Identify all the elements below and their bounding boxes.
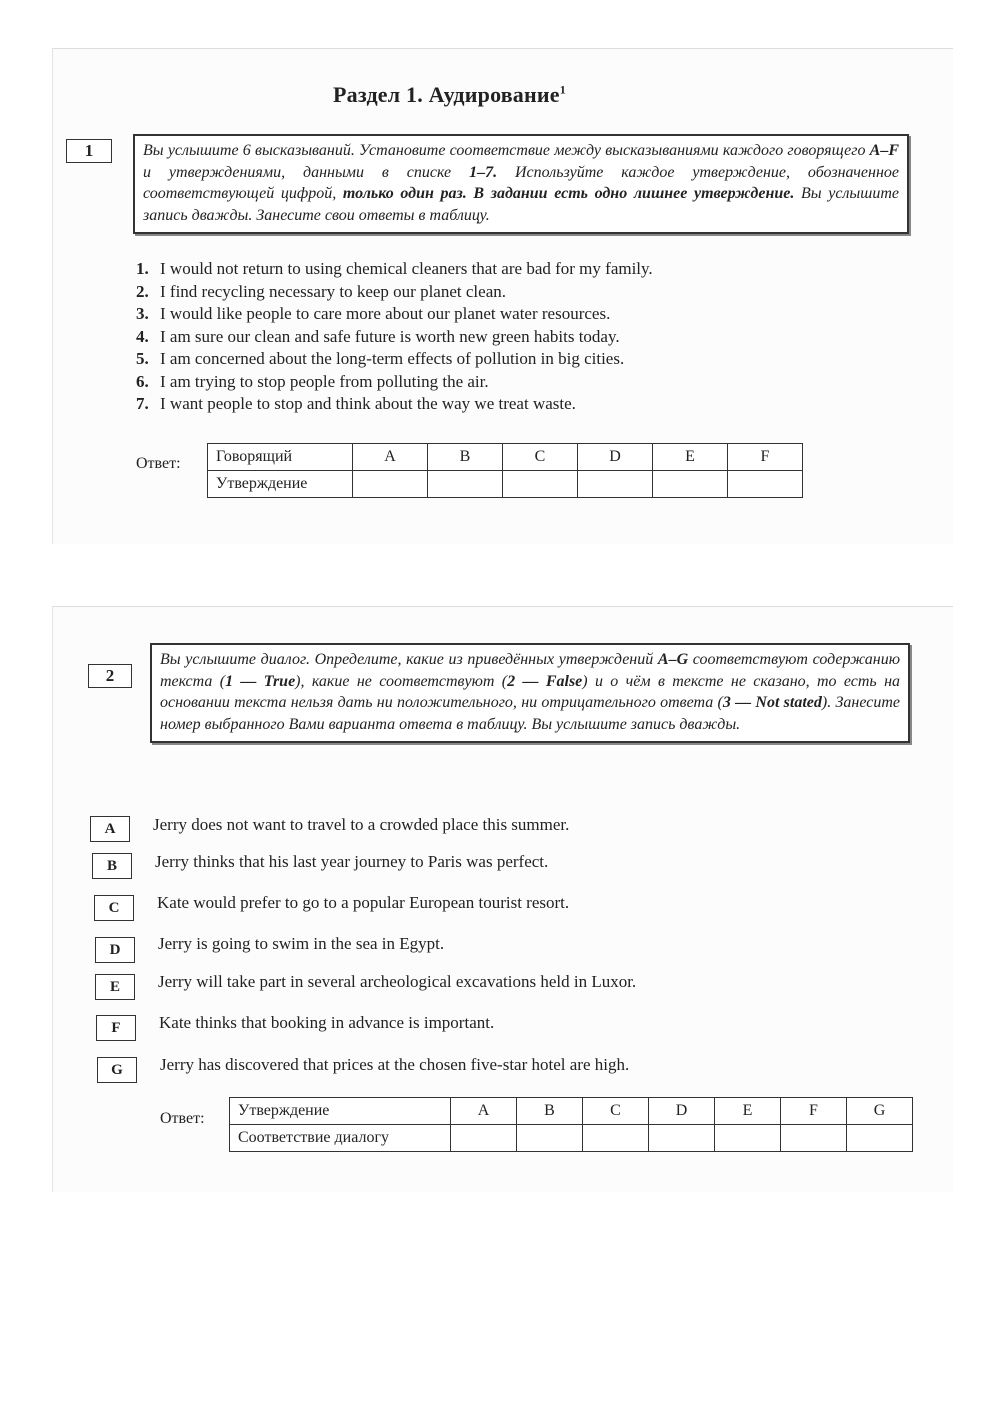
column-header-c: C — [583, 1098, 649, 1125]
statement-letter-a: A — [90, 816, 130, 842]
statement-f: Kate thinks that booking in advance is important. — [159, 1013, 495, 1032]
answer-cell-a[interactable] — [451, 1125, 517, 1152]
answer-cell-f[interactable] — [728, 471, 803, 498]
task-1-answer-label: Ответ: — [136, 455, 181, 472]
statement-e: Jerry will take part in several archeological excavations held in Luxor. — [158, 972, 637, 991]
task-2-answer-table — [229, 1097, 913, 1152]
column-header-e: E — [715, 1098, 781, 1125]
column-header-c: C — [503, 444, 578, 471]
task-1-statement-list — [136, 258, 653, 416]
answer-cell-f[interactable] — [781, 1125, 847, 1152]
task-2-instruction: Вы услышите диалог. Определите, какие из приведённых утверждений A–G соответствуют содержанию текста (1 — True), какие не соответствуют (2 — False) и о чём в тексте не сказано, то есть на основании текста нельзя дать ни положительного, ни отрицательного ответа (3 — Not stated). Занесите номер выбранного Вами варианта ответа в таблицу. Вы услышите запись дважды. — [150, 643, 910, 743]
statement-a: Jerry does not want to travel to a crowded place this summer. — [153, 815, 570, 834]
section-title: Раздел 1. Аудирование$^1$ — [333, 82, 566, 107]
answer-cell-e[interactable] — [653, 471, 728, 498]
statement-letter-c: C — [94, 895, 134, 921]
statement-3: 3. I would like people to care more about our planet water resources. — [136, 304, 611, 323]
task-2-number: 2 — [88, 664, 132, 688]
statement-b: Jerry thinks that his last year journey to Paris was perfect. — [155, 852, 549, 871]
answer-cell-b[interactable] — [517, 1125, 583, 1152]
table-row-header: Утверждение — [208, 471, 353, 498]
answer-cell-c[interactable] — [503, 471, 578, 498]
statement-d: Jerry is going to swim in the sea in Egypt. — [158, 934, 445, 953]
statement-4: 4. I am sure our clean and safe future is worth new green habits today. — [136, 326, 620, 346]
column-header-a: A — [353, 444, 428, 471]
statement-1: 1. I would not return to using chemical cleaners that are bad for my family. — [136, 259, 653, 278]
column-header-f: F — [781, 1098, 847, 1125]
table-row — [230, 1125, 913, 1152]
table-row-header: Утверждение — [230, 1098, 451, 1125]
answer-cell-e[interactable] — [715, 1125, 781, 1152]
column-header-f: F — [728, 444, 803, 471]
column-header-d: D — [649, 1098, 715, 1125]
column-header-a: A — [451, 1098, 517, 1125]
statement-letter-e: E — [95, 974, 135, 1000]
column-header-b: B — [517, 1098, 583, 1125]
task-1-answer-table — [207, 443, 803, 498]
table-row — [208, 444, 803, 471]
column-header-g: G — [847, 1098, 913, 1125]
task-1-number: 1 — [66, 139, 112, 163]
task-1-instruction: Вы услышите 6 высказываний. Установите соответствие между высказываниями каждого говорящего A–F и утверждениями, данными в списке 1–7. Используйте каждое утверждение, обозначенное соответствующей цифрой, только один раз. В задании есть одно лишнее утверждение. Вы услышите запись дважды. Занесите свои ответы в таблицу. — [133, 134, 909, 234]
answer-cell-a[interactable] — [353, 471, 428, 498]
task-2-answer-label: Ответ: — [160, 1110, 205, 1127]
answer-cell-g[interactable] — [847, 1125, 913, 1152]
table-row-header: Говорящий — [208, 444, 353, 471]
statement-7: 7. I want people to stop and think about the way we treat waste. — [136, 394, 576, 413]
table-row-header: Соответствие диалогу — [230, 1125, 451, 1152]
answer-cell-d[interactable] — [578, 471, 653, 498]
statement-letter-d: D — [95, 937, 135, 963]
table-row — [230, 1098, 913, 1125]
answer-cell-c[interactable] — [583, 1125, 649, 1152]
statement-2: 2. I find recycling necessary to keep our planet clean. — [136, 281, 506, 301]
statement-g: Jerry has discovered that prices at the chosen five-star hotel are high. — [160, 1055, 630, 1074]
answer-cell-d[interactable] — [649, 1125, 715, 1152]
statement-letter-b: B — [92, 853, 132, 879]
statement-5: 5. I am concerned about the long-term effects of pollution in big cities. — [136, 349, 625, 368]
column-header-e: E — [653, 444, 728, 471]
column-header-d: D — [578, 444, 653, 471]
footnote-marker: 1 — [559, 82, 566, 97]
column-header-b: B — [428, 444, 503, 471]
table-row — [208, 471, 803, 498]
statement-letter-g: G — [97, 1057, 137, 1083]
statement-6: 6. I am trying to stop people from polluting the air. — [136, 371, 489, 391]
statement-letter-f: F — [96, 1015, 136, 1041]
answer-cell-b[interactable] — [428, 471, 503, 498]
statement-c: Kate would prefer to go to a popular European tourist resort. — [157, 893, 570, 912]
